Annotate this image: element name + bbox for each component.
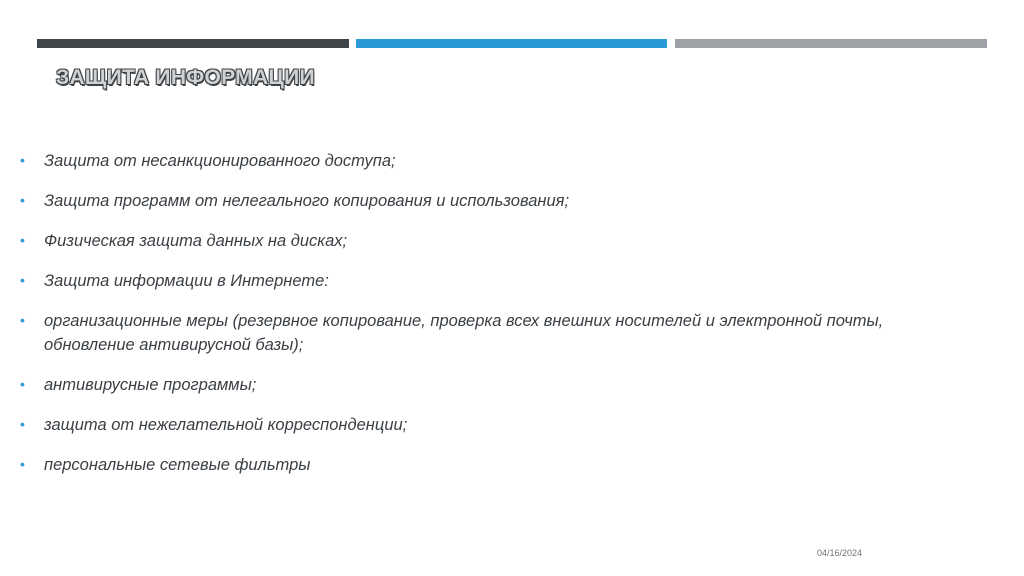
bullet-item	[20, 229, 920, 253]
bullet-dot-icon: •	[20, 312, 25, 328]
bullet-text: Защита от несанкционированного доступа;	[44, 152, 396, 170]
slide-date: 04/16/2024	[817, 548, 863, 558]
bullet-dot-icon: •	[20, 456, 25, 472]
bullet-item	[20, 309, 920, 357]
bullet-item	[20, 149, 920, 173]
bullet-item	[20, 413, 920, 437]
bullet-item	[20, 373, 920, 397]
bullet-text: антивирусные программы;	[44, 376, 257, 394]
bullet-dot-icon: •	[20, 376, 25, 392]
slide-title: ЗАЩИТА ИНФОРМАЦИИ	[56, 66, 315, 89]
bullet-dot-icon: •	[20, 192, 25, 208]
bullet-text: Защита информации в Интернете:	[44, 272, 329, 290]
header-bar-gray	[675, 39, 987, 48]
bullet-text: персональные сетевые фильтры	[44, 456, 311, 474]
bullet-dot-icon: •	[20, 152, 25, 168]
bullet-text: Физическая защита данных на дисках;	[44, 232, 348, 250]
bullet-dot-icon: •	[20, 272, 25, 288]
bullet-text: Защита программ от нелегального копирования и использования;	[44, 192, 570, 210]
bullet-item	[20, 453, 920, 477]
bullet-dot-icon: •	[20, 416, 25, 432]
bullet-item	[20, 189, 920, 213]
bullet-text: защита от нежелательной корреспонденции;	[44, 416, 408, 434]
bullet-text: организационные меры (резервное копирование, проверка всех внешних носителей и электронной почты, обновление антивирусной базы);	[44, 312, 884, 354]
header-bar-blue	[356, 39, 667, 48]
bullet-list	[20, 149, 920, 493]
bullet-dot-icon: •	[20, 232, 25, 248]
bullet-item	[20, 269, 920, 293]
header-decoration-bars	[37, 39, 987, 48]
header-bar-dark	[37, 39, 349, 48]
